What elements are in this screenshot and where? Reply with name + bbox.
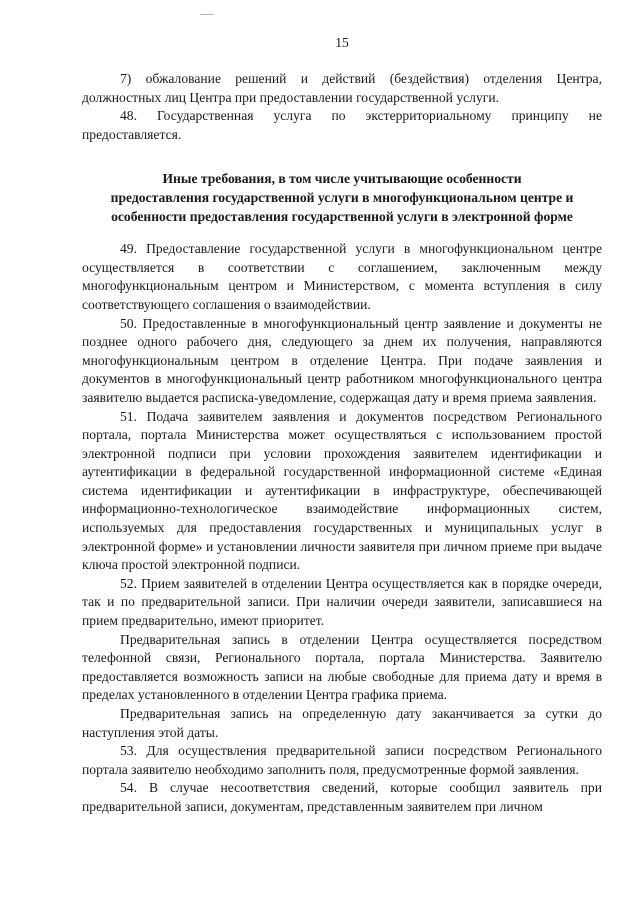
paragraph-50: 50. Предоставленные в многофункциональный центр заявление и документы не позднее одного рабочего дня, следующего за днем их получения, направляются многофункциональным центром в отделение Центра. При подаче заявления и документов в многофункциональный центр работником многофункционального центра заявителю выдается расписка-уведомление, содержащая дату и время приема заявления. bbox=[82, 315, 602, 405]
paragraph-51: 51. Подача заявителем заявления и документов посредством Регионального портала, портала Министерства может осуществляться с использованием простой электронной подписи при условии прохождения заявителем идентификации и аутентификации в федеральной государственной информационной системе «Единая система идентификации и аутентификации в инфраструктуре, обеспечивающей информационно-технологическое взаимодействие информационных систем, используемых для предоставления государственных и муниципальных услуг в электронной форме» и установлении личности заявителя при личном приеме при выдаче ключа простой электронной подписи. bbox=[82, 408, 602, 573]
paragraph-7-appeal: 7) обжалование решений и действий (бездействия) отделения Центра, должностных лиц Центра при предоставлении государственной услуги. bbox=[82, 71, 602, 105]
paragraph-54: 54. В случае несоответствия сведений, которые сообщил заявитель при предварительной записи, документам, представленным заявителем при личном bbox=[82, 780, 602, 814]
paragraph-pre-registration: Предварительная запись в отделении Центра осуществляется посредством телефонной связи, Регионального портала, портала Министерства. Заявителю предоставляется возможность записи на любые свободные для приема дату и время в пределах установленного в отделении Центра графика приема. bbox=[82, 631, 602, 703]
section-heading-line: предоставления государственной услуги в многофункциональном центре и bbox=[110, 189, 574, 205]
paragraph-pre-registration-deadline: Предварительная запись на определенную дату заканчивается за сутки до наступления этой даты. bbox=[82, 706, 602, 740]
scan-mark bbox=[200, 14, 214, 15]
paragraph-48: 48. Государственная услуга по экстерриториальному принципу не предоставляется. bbox=[82, 108, 602, 142]
paragraph-53: 53. Для осуществления предварительной записи посредством Регионального портала заявителю необходимо заполнить поля, предусмотренные формой заявления. bbox=[82, 743, 602, 777]
paragraph-49: 49. Предоставление государственной услуги в многофункциональном центре осуществляется в соответствии с соглашением, заключенным между многофункциональным центром и Министерством, с момента вступления в силу соответствующего соглашения о взаимодействии. bbox=[82, 241, 602, 312]
section-heading-line: особенности предоставления государственной услуги в электронной форме bbox=[111, 208, 573, 224]
section-heading bbox=[82, 170, 602, 226]
section-heading-line: Иные требования, в том числе учитывающие особенности bbox=[162, 171, 522, 187]
page-number: 15 bbox=[335, 35, 349, 50]
paragraph-52: 52. Прием заявителей в отделении Центра осуществляется как в порядке очереди, так и по предварительной записи. При наличии очереди заявители, записавшиеся на прием предварительно, имеют приоритет. bbox=[82, 575, 602, 629]
